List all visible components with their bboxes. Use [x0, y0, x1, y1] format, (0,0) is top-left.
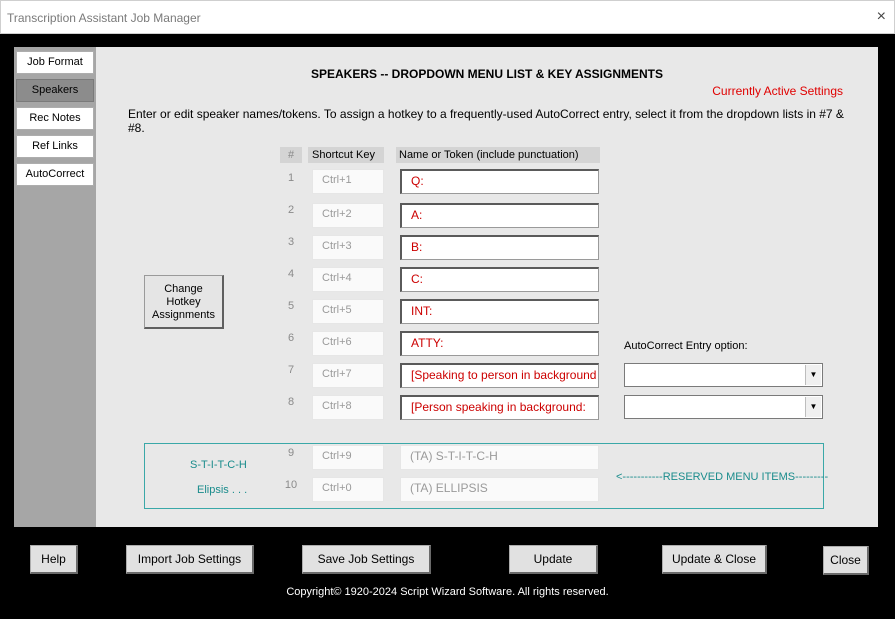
row-number: 5: [287, 300, 295, 312]
update-button[interactable]: Update: [509, 545, 598, 574]
speaker-name-field[interactable]: INT:: [400, 299, 599, 324]
autocorrect-select-8[interactable]: [624, 395, 823, 419]
import-job-settings-button[interactable]: Import Job Settings: [126, 545, 254, 574]
tab-job-format[interactable]: Job Format: [16, 51, 94, 74]
speaker-name-field[interactable]: A:: [400, 203, 599, 228]
shortcut-field: Ctrl+0: [312, 477, 384, 502]
sidebar: [14, 47, 96, 527]
panel-heading: SPEAKERS -- DROPDOWN MENU LIST & KEY ASSIGNMENTS: [310, 67, 664, 81]
speaker-name-field[interactable]: [Speaking to person in background: [400, 363, 599, 388]
title-bar: [0, 0, 895, 34]
change-button-line: Hotkey: [166, 296, 201, 308]
row-number: 4: [287, 268, 295, 280]
close-button[interactable]: Close: [823, 546, 869, 575]
speaker-name-field[interactable]: C:: [400, 267, 599, 292]
dropdown-arrow-icon[interactable]: ▼: [805, 365, 821, 385]
speaker-name-field[interactable]: ATTY:: [400, 331, 599, 356]
change-button-line: Assignments: [152, 309, 215, 321]
save-job-settings-button[interactable]: Save Job Settings: [302, 545, 431, 574]
instructions-text: Enter or edit speaker names/tokens. To assign a hotkey to a frequently-used AutoCorrect entry, select it from the dropdown lists in #7 & #8.: [128, 107, 844, 135]
row-number: 2: [287, 204, 295, 216]
row-number: 6: [287, 332, 295, 344]
reserved-name-field: (TA) ELLIPSIS: [400, 477, 599, 502]
shortcut-field: Ctrl+6: [312, 331, 384, 356]
reserved-side-label: S-T-I-T-C-H: [190, 459, 247, 471]
reserved-side-label: Elipsis . . .: [197, 484, 248, 496]
help-button[interactable]: Help: [30, 545, 78, 574]
row-number: 1: [287, 172, 295, 184]
speaker-name-field[interactable]: B:: [400, 235, 599, 260]
active-settings-label: Currently Active Settings: [712, 84, 843, 98]
window-close-icon[interactable]: ×: [876, 8, 886, 25]
shortcut-field: Ctrl+9: [312, 445, 384, 470]
reserved-menu-note: <-----------RESERVED MENU ITEMS---------: [616, 471, 829, 483]
tab-autocorrect[interactable]: AutoCorrect: [16, 163, 94, 186]
autocorrect-option-label: AutoCorrect Entry option:: [624, 340, 748, 352]
change-button-line: Change: [164, 283, 203, 295]
row-number: 3: [287, 236, 295, 248]
shortcut-field: Ctrl+3: [312, 235, 384, 260]
autocorrect-select-7[interactable]: [624, 363, 823, 387]
update-close-button[interactable]: Update & Close: [662, 545, 767, 574]
header-name: Name or Token (include punctuation): [396, 147, 600, 163]
header-num: #: [280, 147, 302, 163]
shortcut-field: Ctrl+1: [312, 169, 384, 194]
tab-speakers[interactable]: Speakers: [16, 79, 94, 102]
speaker-name-field[interactable]: [Person speaking in background:: [400, 395, 599, 420]
copyright-text: Copyright© 1920-2024 Script Wizard Software. All rights reserved.: [286, 586, 609, 598]
window-title: Transcription Assistant Job Manager: [7, 11, 201, 25]
tab-ref-links[interactable]: Ref Links: [16, 135, 94, 158]
row-number: 9: [287, 447, 295, 459]
shortcut-field: Ctrl+5: [312, 299, 384, 324]
shortcut-field: Ctrl+4: [312, 267, 384, 292]
tab-rec-notes[interactable]: Rec Notes: [16, 107, 94, 130]
shortcut-field: Ctrl+8: [312, 395, 384, 420]
row-number: 10: [284, 479, 298, 491]
header-shortcut: Shortcut Key: [308, 147, 384, 163]
reserved-name-field: (TA) S-T-I-T-C-H: [400, 445, 599, 470]
shortcut-field: Ctrl+7: [312, 363, 384, 388]
row-number: 7: [287, 364, 295, 376]
speaker-name-field[interactable]: Q:: [400, 169, 599, 194]
change-hotkey-assignments-button[interactable]: [144, 275, 224, 329]
row-number: 8: [287, 396, 295, 408]
shortcut-field: Ctrl+2: [312, 203, 384, 228]
dropdown-arrow-icon[interactable]: ▼: [805, 397, 821, 417]
speakers-panel: [96, 47, 878, 527]
